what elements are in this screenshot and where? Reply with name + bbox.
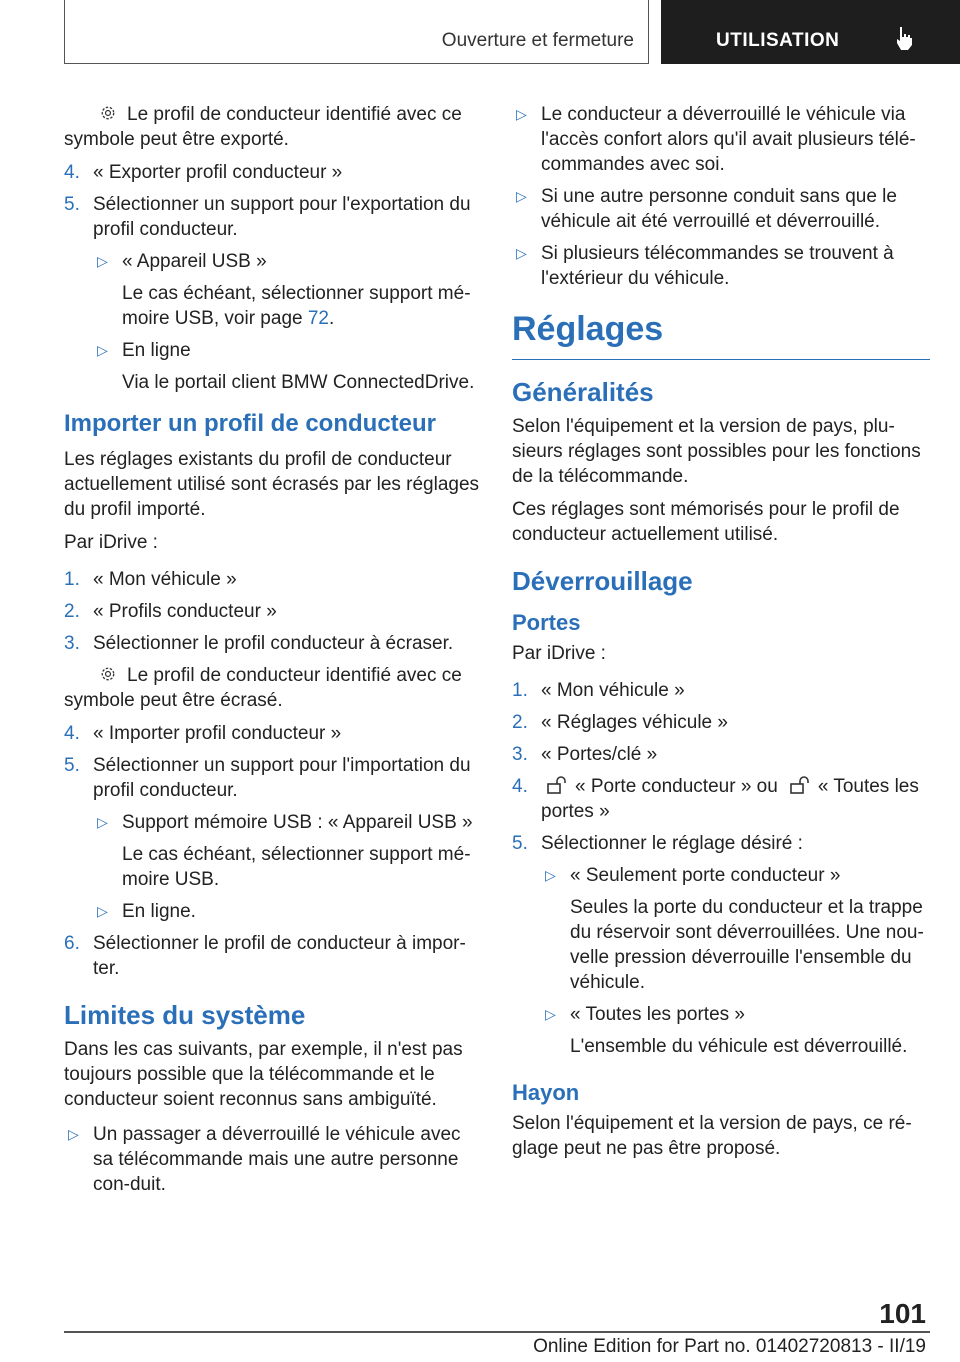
section-heading: Déverrouillage (512, 566, 693, 596)
page-link[interactable]: 72 (307, 308, 329, 329)
sub-item: ▷ En ligne Via le portail client BMW ConnectedDrive. (97, 340, 475, 393)
list-item: 4. « Importer profil conducteur » (64, 723, 342, 744)
list-item: 4. « Porte conducteur » ou « Toutes les portes » (512, 776, 919, 822)
list-item: 4. « Exporter profil conducteur » (64, 162, 343, 183)
subsection-heading: Hayon (512, 1080, 580, 1105)
gear-icon (97, 104, 119, 122)
section-heading: Limites du système (64, 1000, 306, 1030)
left-column: Le profil de conducteur identifié avec ce symbole peut être exporté. 4. « Exporter profil conducteur » 5. Sélectionner un support pour l'exportation du profil conducteur. ▷ « Appareil USB » Le cas échéant, sélectionner support mé-moire USB, voir page 72. ▷ En ligne Via le portail client BMW ConnectedDrive. Importer un profil de conducteur Les réglages existants du profil de conducteur actuellement utilisé sont écrasés par les réglages du profil importé. Par iDrive : 1. « Mon véhicule » 2. « Profils conducteur » 3. Sélectionner le profil conducteur à écraser. Le profil de conducteur identifié avec ce symbole peut être écrasé. 4. « Importer profil conducteur » 5. Sélectionner un support pour l'importation du profil conducteur. ▷ Support mémoire USB : « Appareil USB » Le cas échéant, sélectionner support mé-moire USB. ▷ En ligne. 6. Sélectionner le profil de conducteur à impor-ter. Limites du système Dans les cas suivants, par exemple, il n'est pas toujours possible que la télécommande et le conducteur soient reconnus sans ambiguïté. ▷ Un passager a déverrouillé le véhicule avec sa télécommande mais une autre personne con-duit. (64, 102, 482, 1204)
triangle-bullet-icon: ▷ (97, 342, 108, 358)
list-item: 5. Sélectionner le réglage désiré : (512, 833, 803, 854)
page-number: 101 (879, 1298, 926, 1329)
triangle-bullet-icon: ▷ (97, 903, 108, 919)
chapter-heading: Réglages (512, 309, 930, 360)
triangle-bullet-icon: ▷ (545, 867, 556, 883)
section-tab (64, 0, 649, 64)
bullet-item: ▷ Si une autre personne conduit sans que le véhicule ait été verrouillé et déverrouillé. (516, 186, 897, 232)
gear-icon (97, 665, 119, 683)
list-item: 3. Sélectionner le profil conducteur à écraser. (64, 633, 454, 654)
sub-item: ▷ En ligne. (97, 901, 196, 922)
right-column: ▷ Le conducteur a déverrouillé le véhicule via l'accès confort alors qu'il avait plusieurs télé-commandes avec soi. ▷ Si une autre personne conduit sans que le véhicule ait été verrouillé et déverrouillé. ▷ Si plusieurs télécommandes se trouvent à l'extérieur du véhicule. Réglages Généralités Selon l'équipement et la version de pays, plu-sieurs réglages sont possibles pour les fonctions de la télécommande. Ces réglages sont mémorisés pour le profil de conducteur actuellement utilisé. Déverrouillage Portes Par iDrive : 1. « Mon véhicule » 2. « Réglages véhicule » 3. « Portes/clé » 4. « Porte conducteur » ou « Toutes les portes » 5. Sélectionner le réglage désiré : ▷ « Seulement porte conducteur » Seules la porte du conducteur et la trappe du réservoir sont déverrouillées. Une nou-velle pression déverrouille l'ensemble du véhicule. ▷ « Toutes les portes » L'ensemble du véhicule est déverrouillé. Hayon Selon l'équipement et la version de pays, ce ré-glage peut ne pas être proposé. (512, 102, 930, 1169)
section-title: Ouverture et fermeture (441, 30, 634, 51)
sub-item: ▷ « Appareil USB » Le cas échéant, sélectionner support mé-moire USB, voir page 72. (97, 251, 471, 329)
sub-item: ▷ « Toutes les portes » L'ensemble du véhicule est déverrouillé. (545, 1004, 908, 1057)
section-heading: Généralités (512, 377, 654, 407)
list-item: 3. « Portes/clé » (512, 744, 658, 765)
bullet-item: ▷ Un passager a déverrouillé le véhicule avec sa télécommande mais une autre personne con-duit. (68, 1124, 461, 1195)
note-import: Le profil de conducteur identifié avec ce symbole peut être écrasé. (64, 665, 462, 711)
triangle-bullet-icon: ▷ (545, 1006, 556, 1022)
section-heading: Importer un profil de conducteur (64, 410, 437, 437)
bullet-item: ▷ Le conducteur a déverrouillé le véhicule via l'accès confort alors qu'il avait plusieurs télé-commandes avec soi. (516, 104, 916, 175)
note-export: Le profil de conducteur identifié avec ce symbole peut être exporté. (64, 104, 462, 150)
list-item: 6. Sélectionner le profil de conducteur à impor-ter. (64, 933, 466, 979)
unlock-icon (545, 776, 567, 794)
hand-pointer-icon (894, 25, 916, 51)
sub-item: ▷ « Seulement porte conducteur » Seules la porte du conducteur et la trappe du réservoir sont déverrouillées. Une nou-velle pression déverrouille l'ensemble du véhicule. (545, 865, 924, 993)
page-header (0, 0, 960, 66)
list-item: 2. « Profils conducteur » (64, 601, 277, 622)
list-item: 1. « Mon véhicule » (64, 569, 237, 590)
list-item: 5. Sélectionner un support pour l'importation du profil conducteur. (64, 755, 471, 801)
bullet-item: ▷ Si plusieurs télécommandes se trouvent à l'extérieur du véhicule. (516, 243, 894, 289)
triangle-bullet-icon: ▷ (516, 106, 527, 122)
list-item: 5. Sélectionner un support pour l'exportation du profil conducteur. (64, 194, 471, 240)
footer-divider (64, 1331, 930, 1333)
chapter-tab (661, 0, 960, 64)
list-item: 1. « Mon véhicule » (512, 680, 685, 701)
chapter-title: UTILISATION (716, 30, 840, 51)
triangle-bullet-icon: ▷ (68, 1126, 79, 1142)
triangle-bullet-icon: ▷ (97, 253, 108, 269)
unlock-icon (788, 776, 810, 794)
triangle-bullet-icon: ▷ (516, 188, 527, 204)
triangle-bullet-icon: ▷ (516, 245, 527, 261)
sub-item: ▷ Support mémoire USB : « Appareil USB » Le cas échéant, sélectionner support mé-moire USB. (97, 812, 473, 890)
list-item: 2. « Réglages véhicule » (512, 712, 728, 733)
footer-edition: Online Edition for Part no. 01402720813 - II/19 (533, 1336, 926, 1357)
subsection-heading: Portes (512, 610, 581, 635)
triangle-bullet-icon: ▷ (97, 814, 108, 830)
